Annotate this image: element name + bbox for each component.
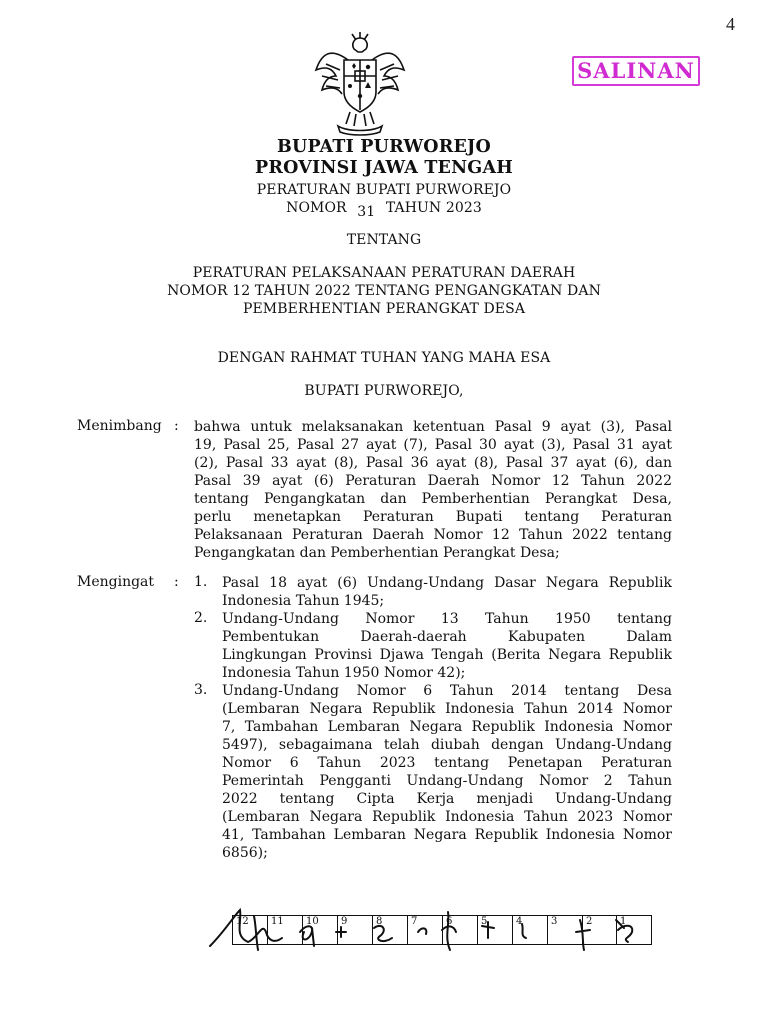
- paraf-cell: 12: [233, 916, 268, 944]
- header-title-province: PROVINSI JAWA TENGAH: [255, 158, 513, 178]
- paraf-cell: 5: [478, 916, 513, 944]
- mengingat-item-line: 5497), sebagaimana telah diubah dengan Undang-Undang: [222, 737, 672, 753]
- mengingat-item-line: (Lembaran Negara Republik Indonesia Tahun 2023 Nomor: [222, 809, 672, 825]
- subject-line-3: PEMBERHENTIAN PERANGKAT DESA: [242, 301, 526, 317]
- mengingat-item-line: 6856);: [222, 845, 268, 861]
- mengingat-item-line: 2022 tentang Cipta Kerja menjadi Undang-Undang: [222, 791, 672, 807]
- menimbang-line: Pengangkatan dan Pemberhentian Perangkat Desa;: [194, 545, 560, 561]
- number-value: 31: [357, 204, 376, 220]
- menimbang-colon: :: [174, 418, 179, 434]
- menimbang-line: tentang Pengangkatan dan Pemberhentian Perangkat Desa,: [194, 491, 672, 507]
- mengingat-item-line: Lingkungan Provinsi Djawa Tengah (Berita Negara Republik: [222, 647, 672, 663]
- menimbang-line: 19, Pasal 25, Pasal 27 ayat (7), Pasal 30 ayat (3), Pasal 31 ayat: [194, 437, 672, 453]
- paraf-cell: 9: [338, 916, 373, 944]
- header-title-regent: BUPATI PURWOREJO: [277, 137, 491, 157]
- paraf-cell: 11: [268, 916, 303, 944]
- mengingat-item-line: 7, Tambahan Lembaran Negara Republik Indonesia Nomor: [222, 719, 672, 735]
- paraf-signatures-icon: [204, 902, 664, 954]
- menimbang-label: Menimbang: [77, 418, 162, 434]
- menimbang-line: perlu menetapkan Peraturan Bupati tentang Peraturan: [194, 509, 672, 525]
- garuda-emblem-icon: [312, 30, 408, 136]
- mengingat-item-line: (Lembaran Negara Republik Indonesia Tahun 2014 Nomor: [222, 701, 672, 717]
- regulation-number: [0, 200, 768, 220]
- mengingat-item-line: 41, Tambahan Lembaran Negara Republik Indonesia Nomor: [222, 827, 672, 843]
- paraf-cell: 2: [583, 916, 617, 944]
- mengingat-item-number: 2.: [194, 610, 208, 626]
- mengingat-item-number: 3.: [194, 682, 208, 698]
- mengingat-item-line: Pasal 18 ayat (6) Undang-Undang Dasar Negara Republik: [222, 575, 672, 591]
- menimbang-line: Pasal 39 ayat (6) Peraturan Daerah Nomor 12 Tahun 2022: [194, 473, 672, 489]
- number-prefix: NOMOR: [286, 200, 347, 216]
- subject-line-1: PERATURAN PELAKSANAAN PERATURAN DAERAH: [192, 265, 576, 281]
- paraf-cell: 7: [408, 916, 443, 944]
- mengingat-item-line: Indonesia Tahun 1950 Nomor 42);: [222, 665, 466, 681]
- number-suffix: TAHUN 2023: [385, 200, 482, 216]
- about-heading: TENTANG: [346, 232, 422, 248]
- mengingat-item-line: Pembentukan Daerah-daerah Kabupaten Dalam: [222, 629, 672, 645]
- mengingat-item-line: Undang-Undang Nomor 6 Tahun 2014 tentang Desa: [222, 683, 672, 699]
- menimbang-line: Pelaksanaan Peraturan Daerah Nomor 12 Tahun 2022 tentang: [194, 527, 672, 543]
- blessing-line: DENGAN RAHMAT TUHAN YANG MAHA ESA: [217, 350, 551, 366]
- authority-line: BUPATI PURWOREJO,: [304, 383, 464, 399]
- salinan-stamp: SALINAN: [572, 56, 700, 86]
- menimbang-line: (2), Pasal 33 ayat (8), Pasal 36 ayat (8), Pasal 37 ayat (6), dan: [194, 455, 672, 471]
- mengingat-item-line: Nomor 6 Tahun 2023 tentang Penetapan Peraturan: [222, 755, 672, 771]
- menimbang-line: bahwa untuk melaksanakan ketentuan Pasal 9 ayat (3), Pasal: [194, 419, 672, 435]
- regulation-title: PERATURAN BUPATI PURWOREJO: [256, 182, 512, 198]
- paraf-cell: 8: [373, 916, 408, 944]
- mengingat-item-line: Undang-Undang Nomor 13 Tahun 1950 tentang: [222, 611, 672, 627]
- mengingat-item-line: Pemerintah Pengganti Undang-Undang Nomor 2 Tahun: [222, 773, 672, 789]
- page-number: 4: [726, 14, 735, 34]
- paraf-cell: 3: [548, 916, 583, 944]
- mengingat-item-number: 1.: [194, 574, 208, 590]
- mengingat-colon: :: [174, 574, 179, 590]
- subject-line-2: NOMOR 12 TAHUN 2022 TENTANG PENGANGKATAN DAN: [167, 283, 601, 299]
- paraf-cell: 10: [303, 916, 338, 944]
- paraf-cell: 1: [620, 916, 627, 927]
- paraf-cell: 6: [443, 916, 478, 944]
- mengingat-label: Mengingat: [77, 574, 155, 590]
- mengingat-item-line: Indonesia Tahun 1945;: [222, 593, 385, 609]
- paraf-cell: 4: [513, 916, 548, 944]
